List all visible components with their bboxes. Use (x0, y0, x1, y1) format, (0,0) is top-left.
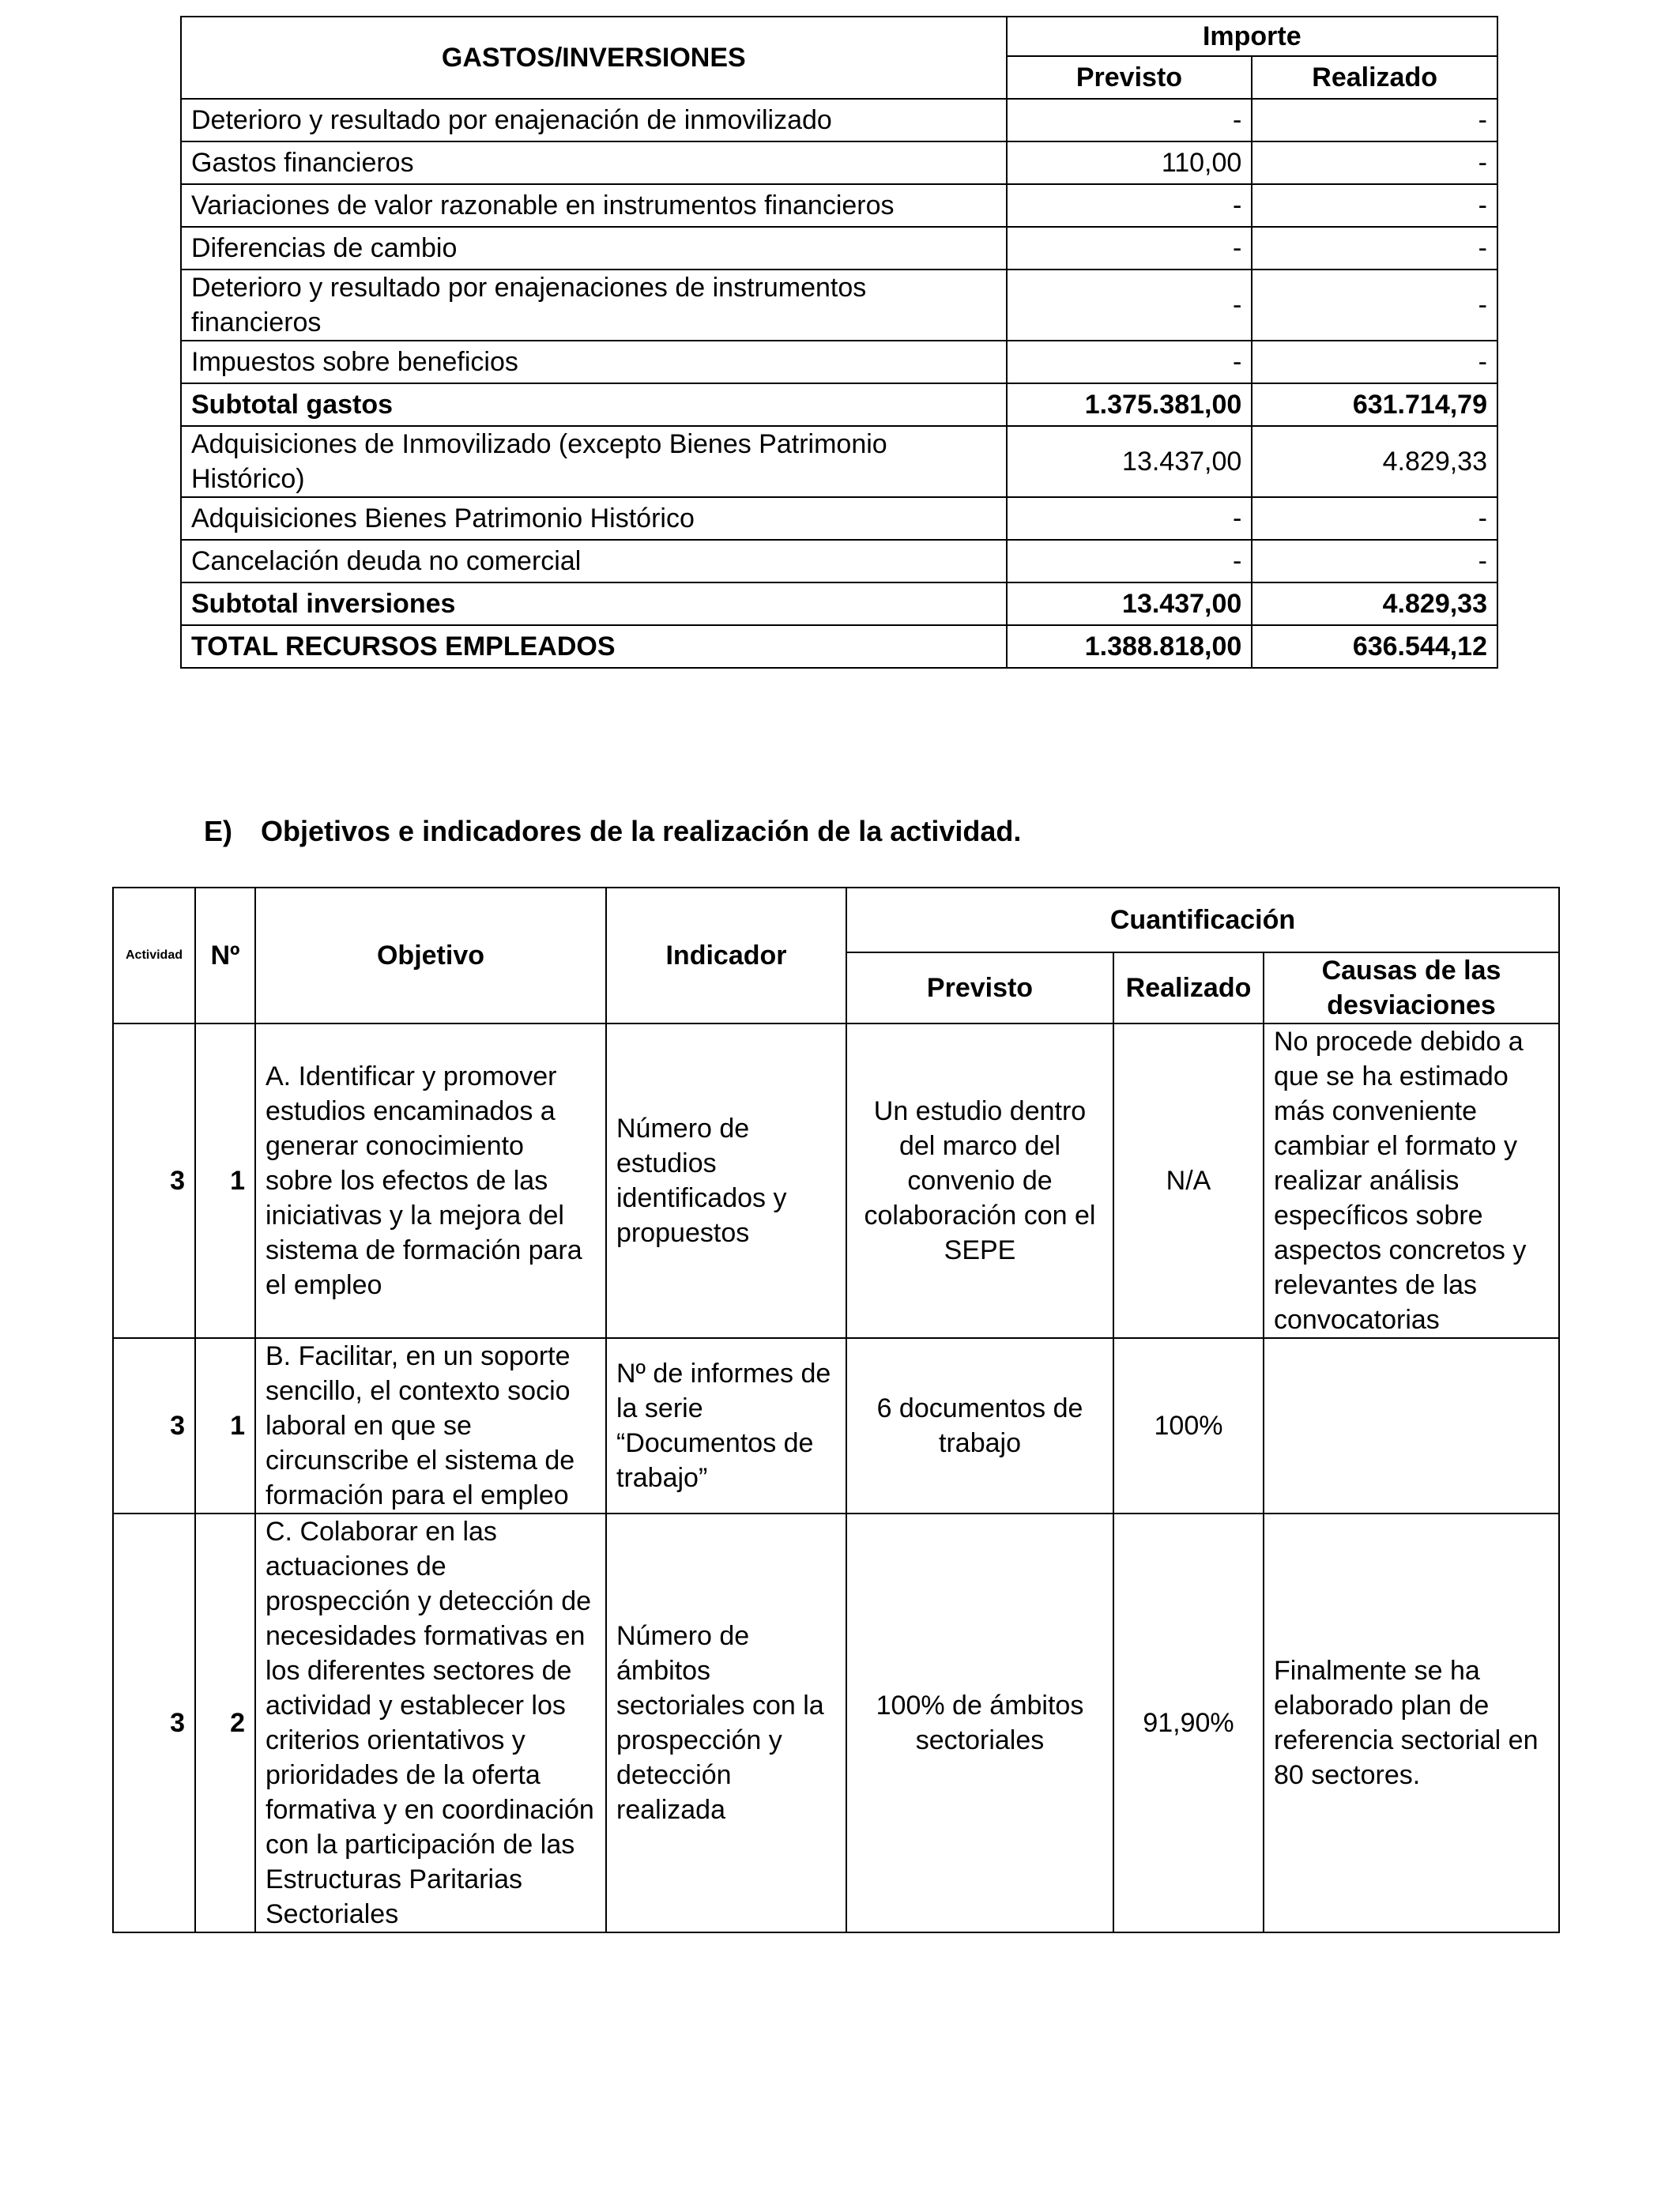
table-row (181, 99, 1497, 141)
budget-header-realizado: Realizado (1252, 56, 1497, 99)
row-realizado: - (1252, 141, 1497, 184)
row-previsto: 1.388.818,00 (1007, 625, 1252, 668)
objectives-table (112, 887, 1560, 1933)
row-realizado: - (1252, 99, 1497, 141)
row-previsto: 110,00 (1007, 141, 1252, 184)
table-row (181, 341, 1497, 383)
cell-previsto: Un estudio dentro del marco del convenio de colaboración con el SEPE (846, 1023, 1113, 1338)
header-objetivo: Objetivo (255, 888, 606, 1023)
header-num: Nº (195, 888, 255, 1023)
header-cuantificacion: Cuantificación (846, 888, 1559, 952)
cell-previsto: 6 documentos de trabajo (846, 1338, 1113, 1514)
table-row (113, 1023, 1559, 1338)
cell-indicador: Número de estudios identificados y propuestos (606, 1023, 846, 1338)
total-row (181, 625, 1497, 668)
cell-causas (1264, 1338, 1559, 1514)
row-label: Cancelación deuda no comercial (181, 540, 1007, 582)
section-heading (204, 814, 1021, 849)
row-label: Adquisiciones de Inmovilizado (excepto Bienes Patrimonio Histórico) (181, 426, 1007, 497)
cell-causas: Finalmente se ha elaborado plan de referencia sectorial en 80 sectores. (1264, 1514, 1559, 1932)
cell-objetivo: C. Colaborar en las actuaciones de prospección y detección de necesidades formativas en los diferentes sectores de actividad y establecer los criterios orientativos y prioridades de la oferta formativa y en coordinación con la participación de las Estructuras Paritarias Sectoriales (255, 1514, 606, 1932)
header-indicador: Indicador (606, 888, 846, 1023)
row-label: Subtotal inversiones (181, 582, 1007, 625)
table-row (181, 141, 1497, 184)
row-realizado: 4.829,33 (1252, 582, 1497, 625)
row-label: Impuestos sobre beneficios (181, 341, 1007, 383)
budget-table (180, 16, 1498, 669)
row-previsto: 13.437,00 (1007, 582, 1252, 625)
table-row (181, 426, 1497, 497)
cell-num: 1 (195, 1338, 255, 1514)
cell-realizado: N/A (1113, 1023, 1264, 1338)
budget-header-previsto: Previsto (1007, 56, 1252, 99)
cell-previsto: 100% de ámbitos sectoriales (846, 1514, 1113, 1932)
row-realizado: - (1252, 341, 1497, 383)
cell-objetivo: A. Identificar y promover estudios encaminados a generar conocimiento sobre los efectos de las iniciativas y la mejora del sistema de formación para el empleo (255, 1023, 606, 1338)
cell-actividad: 3 (113, 1514, 195, 1932)
row-previsto: 1.375.381,00 (1007, 383, 1252, 426)
table-row (181, 540, 1497, 582)
cell-num: 1 (195, 1023, 255, 1338)
header-actividad: Actividad (113, 888, 195, 1023)
row-label: Adquisiciones Bienes Patrimonio Histórico (181, 497, 1007, 540)
subtotal-row (181, 383, 1497, 426)
row-previsto: - (1007, 497, 1252, 540)
row-previsto: - (1007, 99, 1252, 141)
cell-actividad: 3 (113, 1338, 195, 1514)
budget-header-group: Importe (1007, 17, 1497, 56)
cell-objetivo: B. Facilitar, en un soporte sencillo, el contexto socio laboral en que se circunscribe el sistema de formación para el empleo (255, 1338, 606, 1514)
row-previsto: - (1007, 184, 1252, 227)
row-label: Subtotal gastos (181, 383, 1007, 426)
row-previsto: - (1007, 540, 1252, 582)
header-causas: Causas de las desviaciones (1264, 952, 1559, 1023)
row-realizado: - (1252, 270, 1497, 341)
cell-indicador: Número de ámbitos sectoriales con la prospección y detección realizada (606, 1514, 846, 1932)
section-letter: E) (204, 815, 232, 847)
section-title: Objetivos e indicadores de la realización de la actividad. (261, 815, 1022, 847)
row-realizado: - (1252, 184, 1497, 227)
row-realizado: 4.829,33 (1252, 426, 1497, 497)
subtotal-row (181, 582, 1497, 625)
table-row (181, 270, 1497, 341)
cell-num: 2 (195, 1514, 255, 1932)
table-row (181, 497, 1497, 540)
row-previsto: - (1007, 270, 1252, 341)
row-previsto: 13.437,00 (1007, 426, 1252, 497)
cell-realizado: 100% (1113, 1338, 1264, 1514)
row-label: Deterioro y resultado por enajenaciones de instrumentos financieros (181, 270, 1007, 341)
row-realizado: 631.714,79 (1252, 383, 1497, 426)
row-realizado: - (1252, 497, 1497, 540)
row-label: TOTAL RECURSOS EMPLEADOS (181, 625, 1007, 668)
budget-header-label: GASTOS/INVERSIONES (181, 17, 1007, 99)
row-label: Gastos financieros (181, 141, 1007, 184)
row-previsto: - (1007, 341, 1252, 383)
row-label: Deterioro y resultado por enajenación de inmovilizado (181, 99, 1007, 141)
row-realizado: 636.544,12 (1252, 625, 1497, 668)
cell-indicador: Nº de informes de la serie “Documentos de trabajo” (606, 1338, 846, 1514)
cell-causas: No procede debido a que se ha estimado más conveniente cambiar el formato y realizar análisis específicos sobre aspectos concretos y relevantes de las convocatorias (1264, 1023, 1559, 1338)
row-label: Variaciones de valor razonable en instrumentos financieros (181, 184, 1007, 227)
row-previsto: - (1007, 227, 1252, 270)
table-row (181, 227, 1497, 270)
row-label: Diferencias de cambio (181, 227, 1007, 270)
row-realizado: - (1252, 540, 1497, 582)
table-row (181, 184, 1497, 227)
row-realizado: - (1252, 227, 1497, 270)
header-previsto: Previsto (846, 952, 1113, 1023)
cell-actividad: 3 (113, 1023, 195, 1338)
header-realizado: Realizado (1113, 952, 1264, 1023)
table-row (113, 1338, 1559, 1514)
cell-realizado: 91,90% (1113, 1514, 1264, 1932)
table-row (113, 1514, 1559, 1932)
